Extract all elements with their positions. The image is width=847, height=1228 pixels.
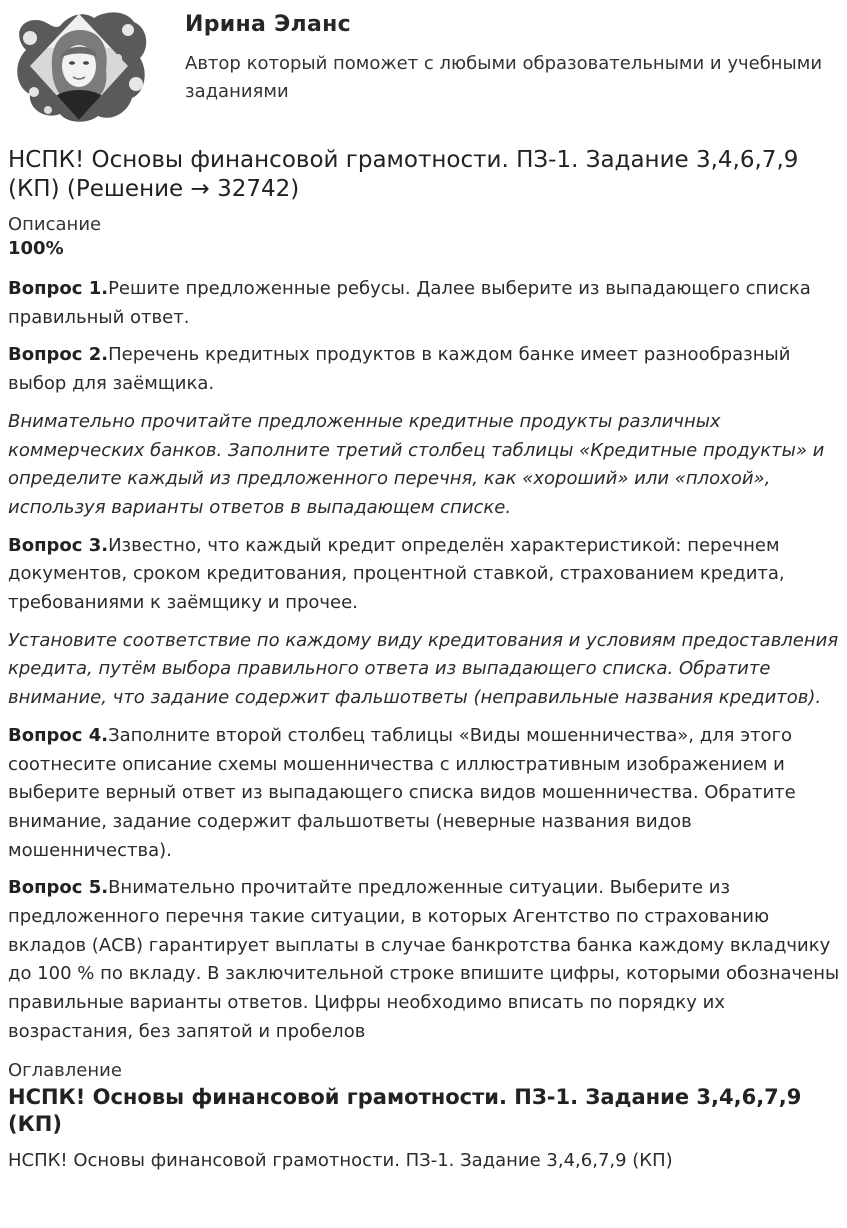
question-3-text: Известно, что каждый кредит определён характеристикой: перечнем документов, сроком кредитования, процентной ставкой, страхованием кредита, требованиями к заёмщику и прочее.: [8, 534, 785, 614]
document-title: НСПК! Основы финансовой грамотности. ПЗ-1. Задание 3,4,6,7,9 (КП) (Решение → 32742): [8, 147, 799, 202]
author-card: [0, 0, 847, 130]
author-name[interactable]: Ирина Эланс: [185, 12, 351, 37]
toc-label: Оглавление: [8, 1059, 122, 1081]
question-5: [8, 874, 842, 1046]
description-label: Описание: [8, 214, 102, 235]
question-2: [8, 341, 842, 398]
author-avatar[interactable]: [8, 8, 151, 126]
question-3-note: Установите соответствие по каждому виду кредитования и условиям предоставления кредита, путём выбора правильного ответа из выпадающего списка. Обратите внимание, что задание содержит фальшответы (неправильные названия кредитов).: [8, 629, 839, 709]
question-2-label: Вопрос 2.: [8, 344, 109, 366]
document-content: [8, 146, 842, 1173]
question-5-text: Внимательно прочитайте предложенные ситуации. Выберите из предложенного перечня такие ситуации, в которых Агентство по страхованию вкладов (АСВ) гарантирует выплаты в случае банкротства банка каждому вкладчику до 100 % по вкладу. В заключительной строке впишите цифры, которыми обозначены правильные варианты ответов. Цифры необходимо вписать по порядку их возрастания, без запятой и пробелов: [8, 877, 840, 1042]
question-2-text: Перечень кредитных продуктов в каждом банке имеет разнообразный выбор для заёмщика.: [8, 344, 791, 395]
question-4-label: Вопрос 4.: [8, 724, 109, 746]
question-1: [8, 275, 842, 332]
question-1-text: Решите предложенные ребусы. Далее выберите из выпадающего списка правильный ответ.: [8, 278, 811, 328]
question-3: [8, 532, 842, 618]
toc-item[interactable]: НСПК! Основы финансовой грамотности. ПЗ-1. Задание 3,4,6,7,9 (КП): [8, 1149, 673, 1171]
question-4: [8, 722, 842, 866]
author-bio: Автор который поможет с любыми образовательными и учебными заданиями: [185, 53, 823, 102]
completion-percent: 100%: [8, 238, 64, 259]
question-4-text: Заполните второй столбец таблицы «Виды мошенничества», для этого соотнесите описание схемы мошенничества с иллюстративным изображением и выберите верный ответ из выпадающего списка видов мошенничества. Обратите внимание, задание содержит фальшответы (неверные названия видов мошенничества).: [8, 724, 796, 861]
toc-title: НСПК! Основы финансовой грамотности. ПЗ-1. Задание 3,4,6,7,9 (КП): [8, 1084, 802, 1136]
question-5-label: Вопрос 5.: [8, 877, 109, 899]
question-2-note: Внимательно прочитайте предложенные кредитные продукты различных коммерческих банков. Заполните третий столбец таблицы «Кредитные продукты» и определите каждый из предложенного перечня, как «хороший» или «плохой», используя варианты ответов в выпадающем списке.: [8, 410, 825, 518]
question-1-label: Вопрос 1.: [8, 278, 109, 299]
question-3-label: Вопрос 3.: [8, 534, 109, 556]
